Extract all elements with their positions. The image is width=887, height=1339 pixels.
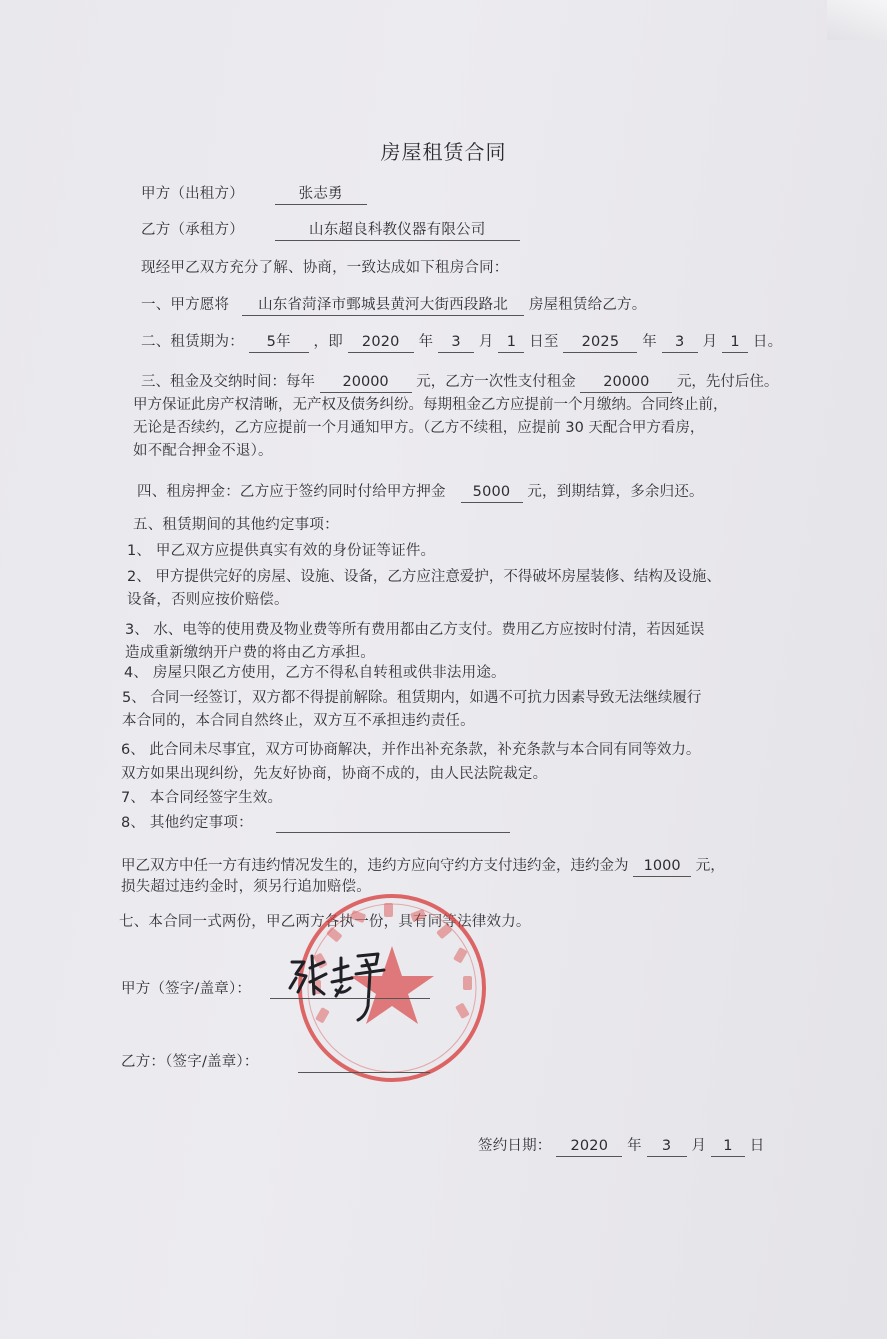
clause-5-item-2: 2、 甲方提供完好的房屋、设施、设备，乙方应注意爱护，不得破坏房屋装修、结构及设施、 [127,569,721,585]
end-year-unit: 年 [642,334,657,350]
breach-suffix: 元， [695,858,725,874]
deposit-amount: 5000 [461,482,523,503]
clause-3-suffix: 元，先付后住。 [676,374,779,390]
clause-5-item-4: 4、 房屋只限乙方使用，乙方不得私自转租或供非法用途。 [124,665,506,681]
breach-prefix: 甲乙双方中任一方有违约情况发生的，违约方应向守约方支付违约金，违约金为 [121,858,629,874]
page-crease [827,0,887,40]
start-year-unit: 年 [418,334,434,350]
clause-3-mid: 元，乙方一次性支付租金 [416,374,576,390]
clause-5-item-5: 5、 合同一经签订，双方都不得提前解除。租赁期内，如遇不可抗力因素导致无法继续履行 [122,690,702,706]
clause-3-line-4: 如不配合押金不退）。 [133,443,273,459]
party-b-sign-line [298,1072,430,1073]
clause-3-line-3: 无论是否续约，乙方应提前一个月通知甲方。（乙方不续租，应提前 30 天配合甲方看房， [133,420,705,436]
end-year: 2025 [563,332,637,353]
party-b-label: 乙方（承租方） [141,222,244,238]
signing-date-label: 签约日期： [478,1138,552,1154]
party-a-line [141,184,367,205]
property-address: 山东省菏泽市鄄城县黄河大街西段路北 [242,295,524,316]
signing-day: 1 [711,1136,745,1157]
clause-5-item-1: 1、 甲乙双方应提供真实有效的身份证等证件。 [127,543,436,559]
clause-2 [141,332,782,353]
party-b-sign-label: 乙方：（签字/盖章）： [121,1054,259,1070]
annual-rent: 20000 [320,372,412,393]
clause-3-line-2: 甲方保证此房产权清晰，无产权及债务纠纷。每期租金乙方应提前一个月缴纳。合同终止前， [133,397,728,413]
party-b-line [141,220,520,241]
signing-month-unit: 月 [691,1138,707,1154]
party-a-signature [284,948,394,1028]
start-day-unit: 日至 [529,334,559,350]
start-month-unit: 月 [478,334,494,350]
signing-year-unit: 年 [627,1138,642,1154]
end-day: 1 [722,332,748,353]
other-terms-blank [276,832,510,833]
clause-4 [137,482,704,503]
clause-1-suffix: 房屋租赁给乙方。 [528,297,647,313]
clause-5-heading: 五、租赁期间的其他约定事项： [133,517,339,533]
end-day-unit: 日。 [752,334,783,350]
end-month-unit: 月 [702,334,718,350]
clause-5-item-3-cont: 造成重新缴纳开户费的将由乙方承担。 [125,645,375,661]
clause-5-item-8: 8、 其他约定事项： [121,815,253,831]
clause-1 [141,295,646,316]
clause-3-line-1 [141,372,778,393]
start-year: 2020 [348,332,414,353]
breach-line-2: 损失超过违约金时，须另行追加赔偿。 [121,879,371,895]
clause-5-item-7: 7、 本合同经签字生效。 [121,790,283,806]
clause-2-prefix: 二、租赁期为： [141,334,244,350]
party-a-sign-line [270,998,430,999]
party-a-label: 甲方（出租方） [141,186,244,202]
lease-term: 5年 [249,332,309,353]
clause-5-item-6-cont: 双方如果出现纠纷，先友好协商，协商不成的，由人民法院裁定。 [121,766,548,782]
party-b-name: 山东超良科教仪器有限公司 [275,220,520,241]
party-a-sign-label: 甲方（签字/盖章）： [121,981,252,997]
clause-5-item-2-cont: 设备，否则应按价赔偿。 [127,592,289,608]
clause-5-item-5-cont: 本合同的，本合同自然终止，双方互不承担违约责任。 [122,713,475,729]
rent-paid: 20000 [580,372,672,393]
penalty-amount: 1000 [633,856,691,877]
clause-5-item-3: 3、 水、电等的使用费及物业费等所有费用都由乙方支付。费用乙方应按时付清，若因延误 [125,622,705,638]
page-title: 房屋租赁合同 [380,140,507,164]
signing-day-unit: 日 [749,1138,765,1154]
clause-1-prefix: 一、甲方愿将 [141,297,230,313]
signing-month: 3 [647,1136,687,1157]
end-month: 3 [662,332,698,353]
start-month: 3 [438,332,474,353]
clause-4-suffix: 元，到期结算，多余归还。 [527,484,704,500]
clause-5-item-6: 6、 此合同未尽事宜，双方可协商解决，并作出补充条款，补充条款与本合同有同等效力。 [121,742,701,758]
clause-3-prefix: 三、租金及交纳时间：每年 [141,374,315,390]
clause-2-comma: ，即 [313,334,343,350]
intro-text: 现经甲乙双方充分了解、协商，一致达成如下租房合同： [141,260,509,276]
clause-7: 七、本合同一式两份，甲乙两方各执一份，具有同等法律效力。 [119,914,531,930]
breach-line-1 [121,856,725,877]
clause-4-prefix: 四、租房押金：乙方应于签约同时付给甲方押金 [137,484,446,500]
signing-year: 2020 [556,1136,622,1157]
signing-date [478,1136,764,1157]
start-day: 1 [498,332,524,353]
party-a-name: 张志勇 [275,184,367,205]
